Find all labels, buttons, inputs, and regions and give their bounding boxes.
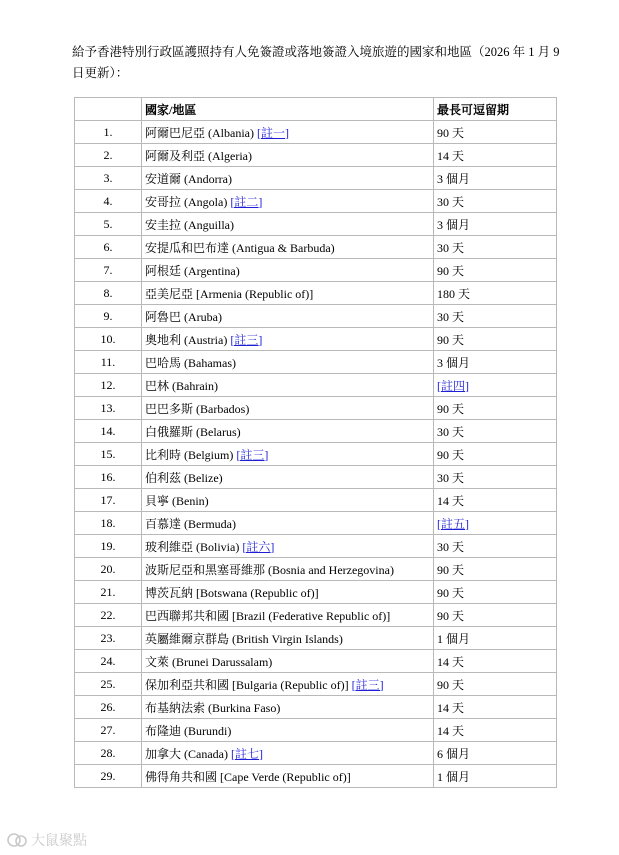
- note-link[interactable]: [註七]: [230, 746, 263, 761]
- country-name: 巴哈馬 (Bahamas): [145, 355, 236, 370]
- watermark-logo-icon: [6, 832, 28, 848]
- country-cell: [142, 604, 434, 627]
- country-name: 英屬維爾京群島 (British Virgin Islands): [145, 631, 343, 646]
- table-row: [75, 604, 557, 627]
- watermark-text: 大鼠聚點: [31, 832, 87, 848]
- country-name: 伯利茲 (Belize): [145, 470, 223, 485]
- row-number: 6.: [75, 236, 142, 259]
- country-cell: [142, 627, 434, 650]
- stay-cell: [434, 742, 557, 765]
- stay-cell: [434, 420, 557, 443]
- stay-value: 14 天: [437, 148, 465, 163]
- visa-free-table: [74, 97, 557, 788]
- table-row: [75, 236, 557, 259]
- stay-cell: [434, 328, 557, 351]
- country-name: 布基納法索 (Burkina Faso): [145, 700, 281, 715]
- table-row: [75, 719, 557, 742]
- country-cell: [142, 121, 434, 144]
- row-number: 3.: [75, 167, 142, 190]
- stay-note-link[interactable]: [註四]: [437, 378, 469, 393]
- row-number: 11.: [75, 351, 142, 374]
- country-cell: [142, 420, 434, 443]
- stay-cell: [434, 443, 557, 466]
- table-row: [75, 328, 557, 351]
- stay-cell: [434, 236, 557, 259]
- note-link[interactable]: [註六]: [242, 539, 275, 554]
- row-number: 16.: [75, 466, 142, 489]
- stay-value: 90 天: [437, 263, 465, 278]
- country-name: 白俄羅斯 (Belarus): [145, 424, 241, 439]
- stay-cell: [434, 466, 557, 489]
- country-cell: [142, 765, 434, 788]
- stay-value: 90 天: [437, 447, 465, 462]
- stay-cell: [434, 397, 557, 420]
- note-link[interactable]: [註二]: [230, 194, 263, 209]
- stay-cell: [434, 673, 557, 696]
- stay-value: 90 天: [437, 585, 465, 600]
- row-number: 10.: [75, 328, 142, 351]
- country-name: 波斯尼亞和黑塞哥維那 (Bosnia and Herzegovina): [145, 562, 394, 577]
- stay-cell: [434, 696, 557, 719]
- country-name: 奧地利 (Austria): [145, 332, 231, 347]
- country-cell: [142, 696, 434, 719]
- stay-value: 1 個月: [437, 631, 471, 646]
- country-name: 加拿大 (Canada): [145, 746, 231, 761]
- note-link[interactable]: [註三]: [236, 447, 269, 462]
- country-cell: [142, 719, 434, 742]
- country-cell: [142, 167, 434, 190]
- row-number: 20.: [75, 558, 142, 581]
- table-header-row: [75, 98, 557, 121]
- stay-value: 14 天: [437, 700, 465, 715]
- country-cell: [142, 443, 434, 466]
- stay-value: 90 天: [437, 562, 465, 577]
- country-name: 阿爾巴尼亞 (Albania): [145, 125, 257, 140]
- country-name: 安道爾 (Andorra): [145, 171, 232, 186]
- row-number: 2.: [75, 144, 142, 167]
- row-number: 29.: [75, 765, 142, 788]
- stay-cell: [434, 305, 557, 328]
- row-number: 4.: [75, 190, 142, 213]
- country-cell: [142, 742, 434, 765]
- header-number: [75, 98, 142, 121]
- country-cell: [142, 144, 434, 167]
- country-cell: [142, 374, 434, 397]
- country-name: 安提瓜和巴布達 (Antigua & Barbuda): [145, 240, 335, 255]
- table-row: [75, 144, 557, 167]
- row-number: 18.: [75, 512, 142, 535]
- stay-value: 14 天: [437, 723, 465, 738]
- stay-value: 14 天: [437, 654, 465, 669]
- stay-cell: [434, 581, 557, 604]
- country-cell: [142, 259, 434, 282]
- table-row: [75, 167, 557, 190]
- table-row: [75, 765, 557, 788]
- stay-cell: [434, 512, 557, 535]
- row-number: 17.: [75, 489, 142, 512]
- table-row: [75, 259, 557, 282]
- stay-cell: [434, 489, 557, 512]
- table-row: [75, 443, 557, 466]
- country-cell: [142, 489, 434, 512]
- table-row: [75, 121, 557, 144]
- row-number: 26.: [75, 696, 142, 719]
- stay-cell: [434, 282, 557, 305]
- country-cell: [142, 558, 434, 581]
- table-row: [75, 489, 557, 512]
- country-cell: [142, 190, 434, 213]
- stay-cell: [434, 374, 557, 397]
- country-cell: [142, 466, 434, 489]
- note-link[interactable]: [註三]: [230, 332, 263, 347]
- country-name: 巴林 (Bahrain): [145, 378, 218, 393]
- stay-value: 30 天: [437, 539, 465, 554]
- country-cell: [142, 512, 434, 535]
- stay-cell: [434, 765, 557, 788]
- note-link[interactable]: [註三]: [351, 677, 384, 692]
- stay-cell: [434, 121, 557, 144]
- country-cell: [142, 581, 434, 604]
- country-name: 布隆迪 (Burundi): [145, 723, 232, 738]
- row-number: 13.: [75, 397, 142, 420]
- country-name: 貝寧 (Benin): [145, 493, 209, 508]
- stay-cell: [434, 719, 557, 742]
- stay-value: 1 個月: [437, 769, 471, 784]
- row-number: 12.: [75, 374, 142, 397]
- stay-cell: [434, 604, 557, 627]
- stay-cell: [434, 535, 557, 558]
- note-link[interactable]: [註一]: [256, 125, 289, 140]
- stay-value: 3 個月: [437, 217, 471, 232]
- table-row: [75, 650, 557, 673]
- row-number: 25.: [75, 673, 142, 696]
- table-row: [75, 420, 557, 443]
- header-country: 國家/地區: [142, 98, 434, 121]
- table-row: [75, 581, 557, 604]
- stay-value: 90 天: [437, 401, 465, 416]
- country-name: 巴巴多斯 (Barbados): [145, 401, 250, 416]
- country-cell: [142, 305, 434, 328]
- intro-text: 給予香港特別行政區護照持有人免簽證或落地簽證入境旅遊的國家和地區（2026 年 1 月 9 日更新）：: [72, 45, 560, 80]
- row-number: 9.: [75, 305, 142, 328]
- country-cell: [142, 650, 434, 673]
- table-row: [75, 351, 557, 374]
- row-number: 23.: [75, 627, 142, 650]
- country-name: 阿根廷 (Argentina): [145, 263, 240, 278]
- country-name: 阿爾及利亞 (Algeria): [145, 148, 252, 163]
- stay-value: 90 天: [437, 608, 465, 623]
- stay-cell: [434, 558, 557, 581]
- country-name: 玻利維亞 (Bolivia): [145, 539, 243, 554]
- country-name: 保加利亞共和國 [Bulgaria (Republic of)]: [145, 677, 352, 692]
- table-row: [75, 282, 557, 305]
- stay-cell: [434, 351, 557, 374]
- stay-value: 180 天: [437, 286, 471, 301]
- country-name: 安哥拉 (Angola): [145, 194, 231, 209]
- stay-cell: [434, 213, 557, 236]
- row-number: 21.: [75, 581, 142, 604]
- stay-value: 14 天: [437, 493, 465, 508]
- stay-value: 30 天: [437, 194, 465, 209]
- table-row: [75, 305, 557, 328]
- country-name: 博茨瓦納 [Botswana (Republic of)]: [145, 585, 319, 600]
- country-name: 安圭拉 (Anguilla): [145, 217, 234, 232]
- table-row: [75, 535, 557, 558]
- stay-value: 30 天: [437, 424, 465, 439]
- table-row: [75, 374, 557, 397]
- stay-cell: [434, 650, 557, 673]
- row-number: 27.: [75, 719, 142, 742]
- country-cell: [142, 397, 434, 420]
- stay-value: 90 天: [437, 677, 465, 692]
- stay-cell: [434, 190, 557, 213]
- country-cell: [142, 282, 434, 305]
- stay-cell: [434, 167, 557, 190]
- table-row: [75, 213, 557, 236]
- row-number: 15.: [75, 443, 142, 466]
- row-number: 19.: [75, 535, 142, 558]
- stay-value: 30 天: [437, 470, 465, 485]
- row-number: 28.: [75, 742, 142, 765]
- stay-value: 3 個月: [437, 355, 471, 370]
- country-cell: [142, 535, 434, 558]
- country-cell: [142, 213, 434, 236]
- table-row: [75, 673, 557, 696]
- row-number: 1.: [75, 121, 142, 144]
- country-cell: [142, 236, 434, 259]
- country-name: 亞美尼亞 [Armenia (Republic of)]: [145, 286, 314, 301]
- stay-value: 90 天: [437, 125, 465, 140]
- row-number: 7.: [75, 259, 142, 282]
- stay-cell: [434, 259, 557, 282]
- table-row: [75, 512, 557, 535]
- country-cell: [142, 351, 434, 374]
- table-row: [75, 466, 557, 489]
- country-cell: [142, 328, 434, 351]
- row-number: 22.: [75, 604, 142, 627]
- stay-value: 30 天: [437, 309, 465, 324]
- table-row: [75, 190, 557, 213]
- country-name: 比利時 (Belgium): [145, 447, 237, 462]
- stay-value: 30 天: [437, 240, 465, 255]
- table-row: [75, 696, 557, 719]
- country-name: 文萊 (Brunei Darussalam): [145, 654, 273, 669]
- stay-cell: [434, 627, 557, 650]
- table-row: [75, 558, 557, 581]
- header-stay: 最長可逗留期: [434, 98, 557, 121]
- table-body: [75, 121, 557, 788]
- country-name: 阿魯巴 (Aruba): [145, 309, 222, 324]
- stay-cell: [434, 144, 557, 167]
- row-number: 14.: [75, 420, 142, 443]
- table-row: [75, 627, 557, 650]
- country-name: 百慕達 (Bermuda): [145, 516, 236, 531]
- country-cell: [142, 673, 434, 696]
- stay-value: 90 天: [437, 332, 465, 347]
- country-name: 佛得角共和國 [Cape Verde (Republic of)]: [145, 769, 351, 784]
- stay-value: 3 個月: [437, 171, 471, 186]
- table-row: [75, 397, 557, 420]
- row-number: 5.: [75, 213, 142, 236]
- country-name: 巴西聯邦共和國 [Brazil (Federative Republic of)]: [145, 608, 391, 623]
- stay-note-link[interactable]: [註五]: [437, 516, 469, 531]
- row-number: 8.: [75, 282, 142, 305]
- row-number: 24.: [75, 650, 142, 673]
- stay-value: 6 個月: [437, 746, 471, 761]
- watermark: [6, 830, 87, 850]
- table-row: [75, 742, 557, 765]
